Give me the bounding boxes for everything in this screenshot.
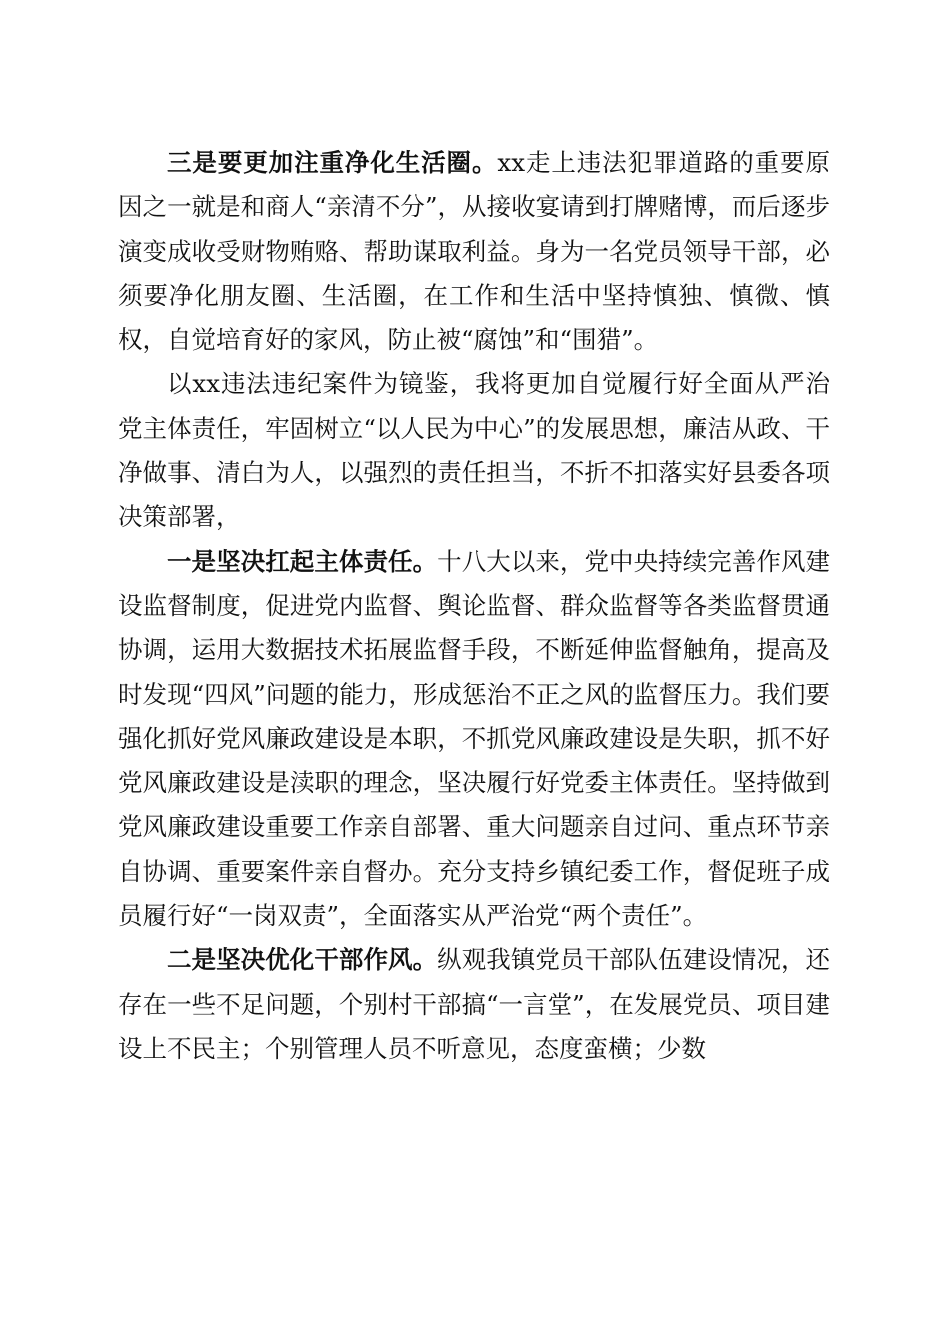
paragraph-heading: 一是坚决扛起主体责任。	[167, 546, 438, 576]
paragraph-purify-life-circle	[118, 141, 830, 362]
paragraph-text: 纵观我镇党员干部队伍建设情况，还存在一些不足问题，个别村干部搞“一言堂”，在发展党员、项目建设上不民主；个别管理人员不听意见，态度蛮横；少数	[118, 945, 831, 1063]
paragraph-heading: 二是坚决优化干部作风。	[167, 945, 438, 975]
document-body	[118, 141, 830, 1071]
paragraph-text: xx走上违法犯罪道路的重要原因之一就是和商人“亲清不分”，从接收宴请到打牌赌博，而后逐步演变成收受财物贿赂、帮助谋取利益。身为一名党员领导干部，必须要净化朋友圈、生活圈，在工作和生活中坚持慎独、慎微、慎权，自觉培育好的家风，防止被“腐蚀”和“围猎”。	[118, 148, 830, 355]
paragraph-cadre-style	[118, 938, 830, 1071]
paragraph-text: 十八大以来，党中央持续完善作风建设监督制度，促进党内监督、舆论监督、群众监督等各类监督贯通协调，运用大数据技术拓展监督手段，不断延伸监督触角，提高及时发现“四风”问题的能力，形成惩治不正之风的监督压力。我们要强化抓好党风廉政建设是本职，不抓党风廉政建设是失职，抓不好党风廉政建设是渎职的理念，坚决履行好党委主体责任。坚持做到党风廉政建设重要工作亲自部署、重大问题亲自过问、重点环节亲自协调、重要案件亲自督办。充分支持乡镇纪委工作，督促班子成员履行好“一岗双责”，全面落实从严治党“两个责任”。	[118, 546, 831, 931]
paragraph-main-responsibility	[118, 540, 830, 939]
paragraph-commitment	[118, 362, 830, 539]
paragraph-heading: 三是要更加注重净化生活圈。	[167, 148, 498, 177]
paragraph-text: 以xx违法违纪案件为镜鉴，我将更加自觉履行好全面从严治党主体责任，牢固树立“以人民为中心”的发展思想，廉洁从政、干净做事、清白为人，以强烈的责任担当，不折不扣落实好县委各项决策部署，	[118, 369, 830, 532]
